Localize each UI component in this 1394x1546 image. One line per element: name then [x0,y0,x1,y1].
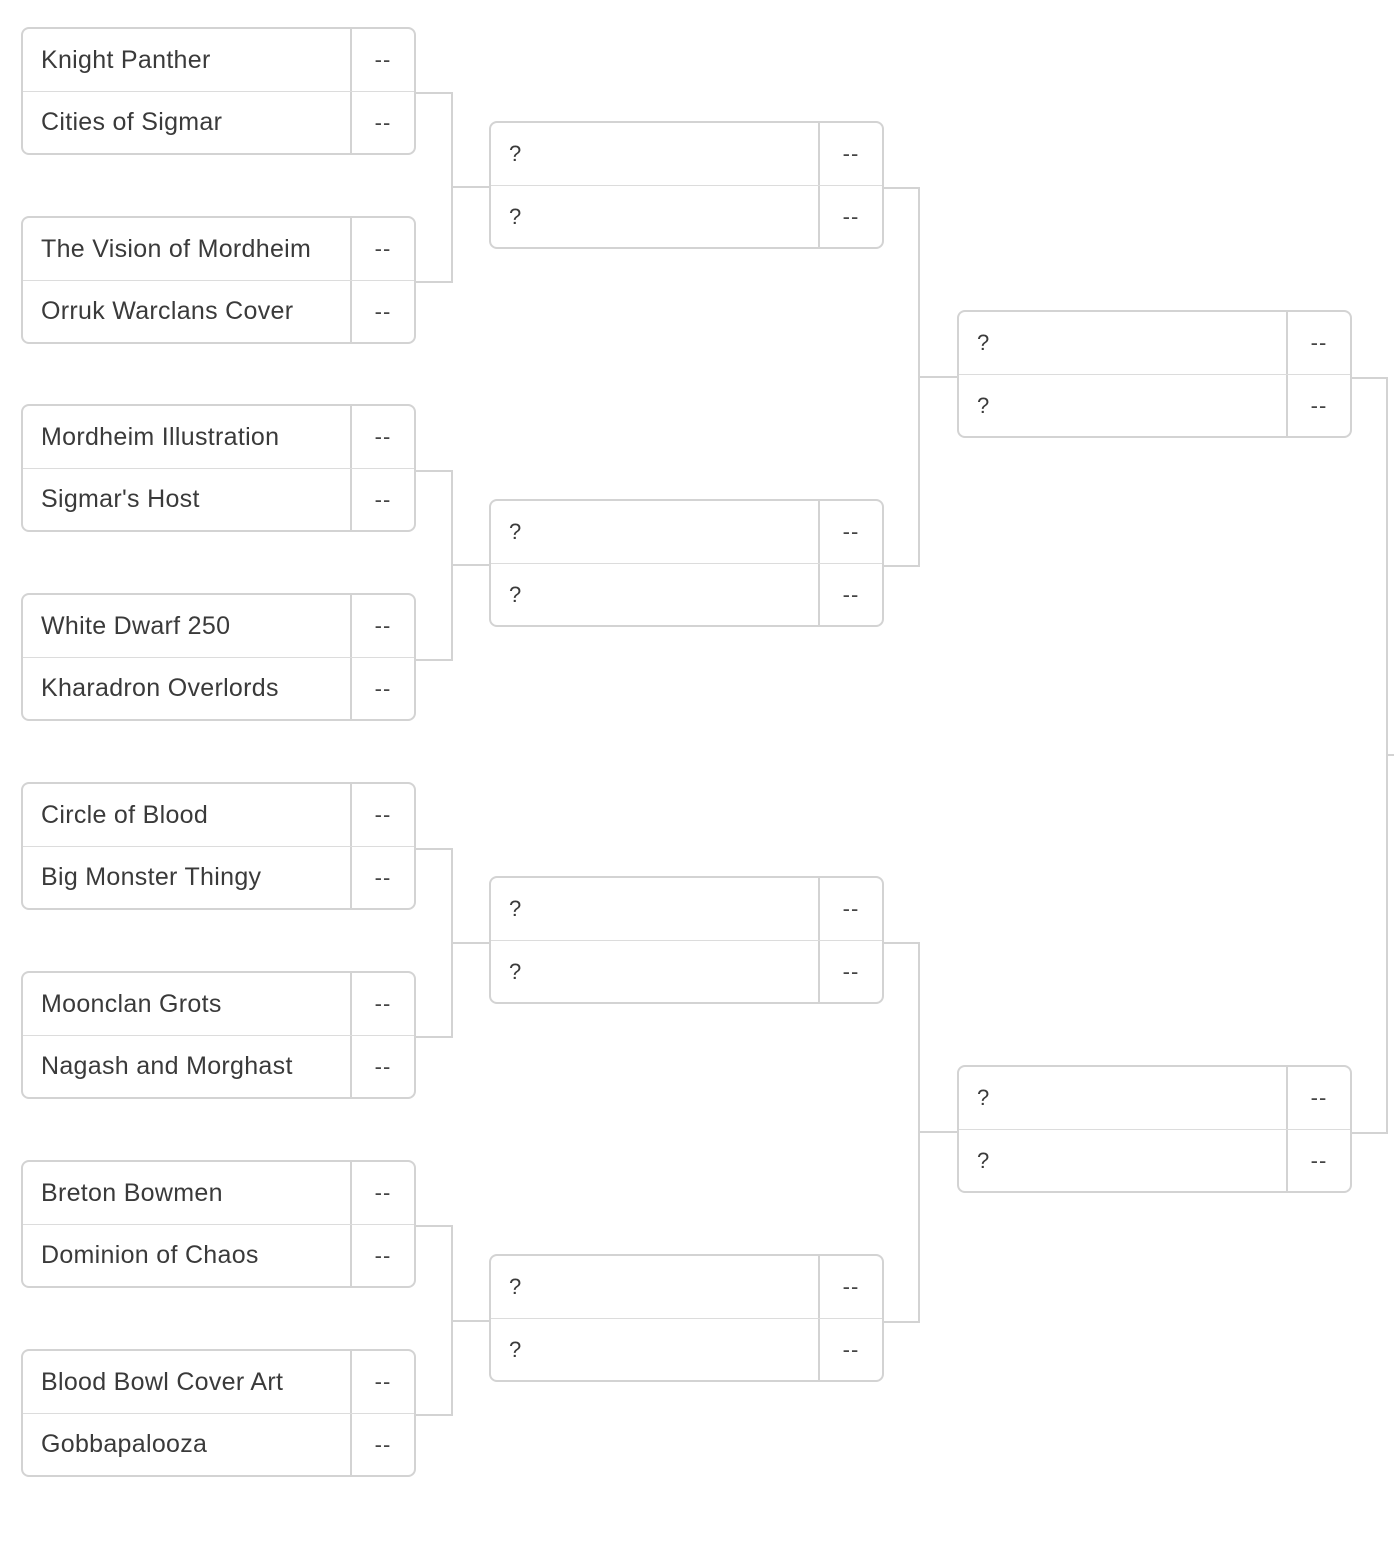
participant-name: ? [509,203,522,229]
participant-score: -- [1286,312,1350,374]
participant-slot[interactable] [491,1256,882,1318]
connector-r1-m5-m6 [415,849,489,1037]
connector-r2-m1-m2 [883,188,957,566]
participant-slot[interactable] [23,218,414,280]
participant-score: -- [818,878,882,940]
participant-score: -- [1286,1130,1350,1191]
participant-name: Cities of Sigmar [41,108,223,136]
participant-name: ? [509,519,522,544]
participant-slot[interactable] [23,784,414,846]
participant-score: -- [350,281,414,342]
match-r2-3 [489,876,884,1004]
participant-name: Nagash and Morghast [41,1052,293,1080]
match-r1-4 [21,593,416,721]
participant-name: Knight Panther [41,45,211,74]
participant-name: ? [509,958,522,984]
participant-score: -- [350,406,414,468]
participant-score: -- [350,973,414,1035]
participant-slot[interactable] [23,846,414,908]
match-r2-1 [489,121,884,249]
participant-slot[interactable] [23,973,414,1035]
participant-slot[interactable] [23,595,414,657]
participant-slot[interactable] [959,374,1350,436]
participant-slot[interactable] [23,1162,414,1224]
participant-slot[interactable] [23,1035,414,1097]
participant-score: -- [350,1225,414,1286]
participant-score: -- [818,564,882,625]
match-r3-2 [957,1065,1352,1193]
match-r1-6 [21,971,416,1099]
participant-slot[interactable] [23,29,414,91]
participant-score: -- [818,1256,882,1318]
participant-slot[interactable] [959,312,1350,374]
participant-slot[interactable] [491,185,882,247]
participant-score: -- [350,595,414,657]
participant-slot[interactable] [23,1224,414,1286]
participant-slot[interactable] [491,940,882,1002]
participant-name: ? [977,392,990,418]
match-r1-7 [21,1160,416,1288]
participant-slot[interactable] [491,1318,882,1380]
connector-r3-final [1351,378,1394,1133]
participant-score: -- [1286,375,1350,436]
participant-slot[interactable] [23,280,414,342]
participant-name: ? [977,1147,990,1173]
match-r1-2 [21,216,416,344]
participant-name: Dominion of Chaos [41,1241,259,1269]
participant-name: The Vision of Mordheim [41,234,312,263]
participant-name: Mordheim Illustration [41,422,280,451]
participant-slot[interactable] [491,123,882,185]
participant-slot[interactable] [491,501,882,563]
participant-slot[interactable] [959,1129,1350,1191]
participant-score: -- [350,92,414,153]
participant-slot[interactable] [491,878,882,940]
participant-name: Big Monster Thingy [41,863,262,891]
participant-score: -- [350,1351,414,1413]
participant-score: -- [350,847,414,908]
participant-score: -- [818,123,882,185]
participant-name: White Dwarf 250 [41,611,231,640]
participant-slot[interactable] [491,563,882,625]
participant-score: -- [350,218,414,280]
match-r2-2 [489,499,884,627]
match-r1-5 [21,782,416,910]
participant-name: ? [977,330,990,355]
participant-name: ? [509,1274,522,1299]
participant-score: -- [350,658,414,719]
participant-slot[interactable] [23,657,414,719]
participant-score: -- [350,29,414,91]
participant-name: Moonclan Grots [41,989,222,1018]
connector-r2-m3-m4 [883,943,957,1322]
match-r2-4 [489,1254,884,1382]
participant-score: -- [350,1036,414,1097]
participant-name: ? [509,581,522,607]
participant-score: -- [350,784,414,846]
participant-score: -- [350,1414,414,1475]
participant-score: -- [1286,1067,1350,1129]
participant-name: Blood Bowl Cover Art [41,1367,284,1396]
match-r1-8 [21,1349,416,1477]
participant-name: ? [509,141,522,166]
participant-name: ? [977,1085,990,1110]
participant-name: Sigmar's Host [41,485,200,513]
participant-slot[interactable] [23,1413,414,1475]
match-r1-3 [21,404,416,532]
match-r3-1 [957,310,1352,438]
participant-slot[interactable] [23,468,414,530]
participant-score: -- [818,1319,882,1380]
participant-score: -- [818,501,882,563]
participant-slot[interactable] [23,406,414,468]
connector-r1-m3-m4 [415,471,489,660]
participant-score: -- [818,941,882,1002]
participant-slot[interactable] [23,1351,414,1413]
participant-name: Breton Bowmen [41,1178,223,1207]
participant-name: ? [509,896,522,921]
match-r1-1 [21,27,416,155]
participant-name: Orruk Warclans Cover [41,297,294,325]
participant-name: ? [509,1336,522,1362]
connector-r1-m1-m2 [415,93,489,282]
participant-slot[interactable] [23,91,414,153]
participant-score: -- [818,186,882,247]
connector-r1-m7-m8 [415,1226,489,1415]
participant-score: -- [350,1162,414,1224]
participant-name: Circle of Blood [41,800,209,829]
participant-slot[interactable] [959,1067,1350,1129]
participant-name: Kharadron Overlords [41,674,279,702]
participant-score: -- [350,469,414,530]
participant-name: Gobbapalooza [41,1430,208,1458]
